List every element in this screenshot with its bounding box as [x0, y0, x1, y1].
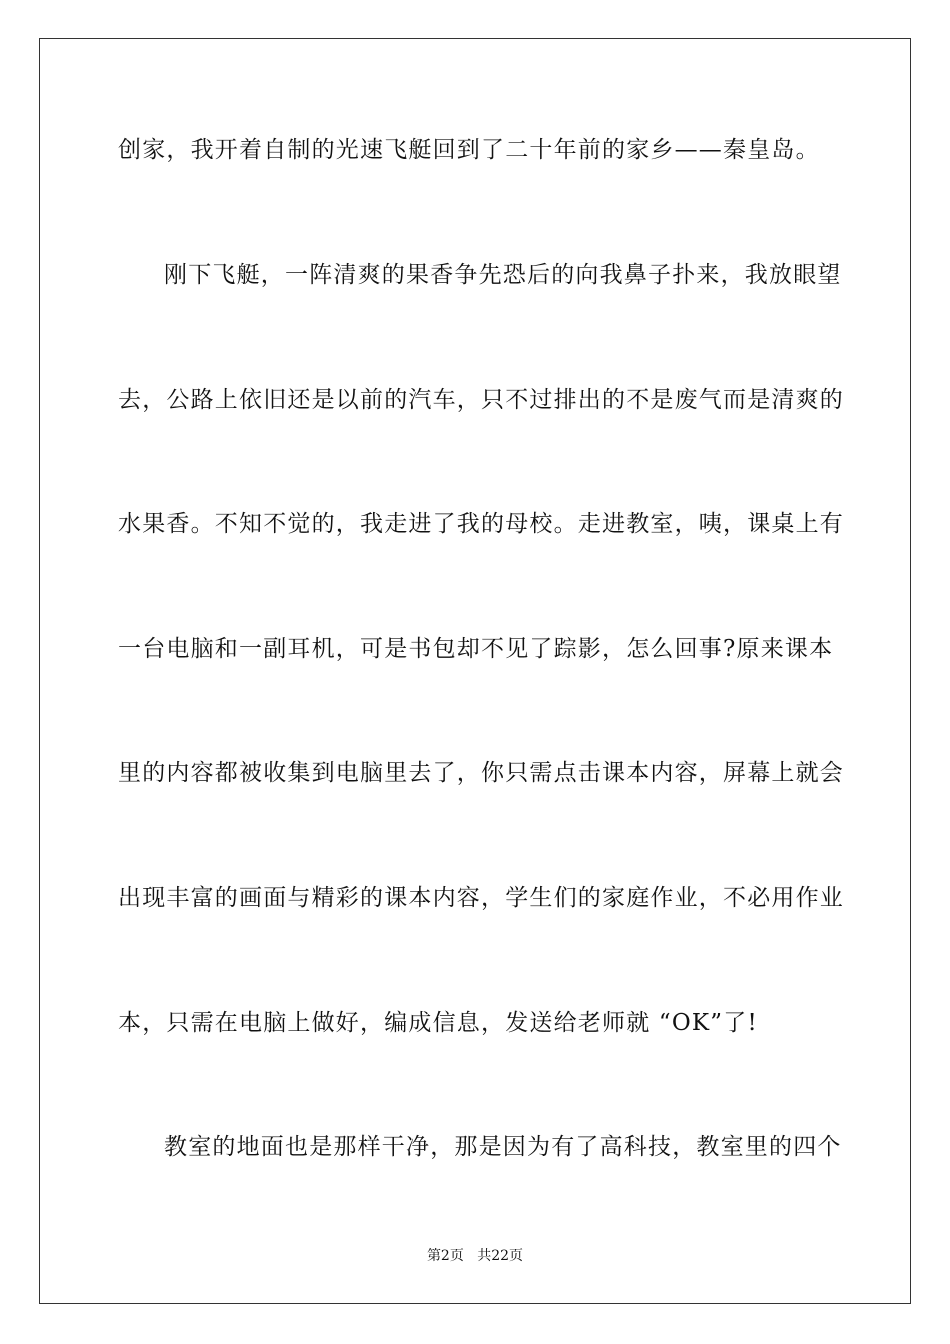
- text-line-7: 出现丰富的画面与精彩的课本内容，学生们的家庭作业，不必用作业: [118, 885, 844, 911]
- text-line-4: 水果香。不知不觉的，我走进了我的母校。走进教室，咦，课桌上有: [118, 511, 844, 537]
- text-line-6: 里的内容都被收集到电脑里去了，你只需点击课本内容，屏幕上就会: [118, 760, 844, 786]
- page-total: 共22页: [477, 1248, 524, 1264]
- page-footer: [0, 1247, 950, 1265]
- page-number: 第2页: [426, 1248, 464, 1264]
- page-frame: [39, 38, 911, 1304]
- text-line-2: 刚下飞艇，一阵清爽的果香争先恐后的向我鼻子扑来，我放眼望: [164, 262, 842, 288]
- text-line-8: 本，只需在电脑上做好，编成信息，发送给老师就 “OK”了!: [118, 1010, 758, 1036]
- text-line-1: 创家，我开着自制的光速飞艇回到了二十年前的家乡——秦皇岛。: [118, 137, 820, 163]
- text-line-9: 教室的地面也是那样干净，那是因为有了高科技，教室里的四个: [164, 1134, 842, 1160]
- text-line-5: 一台电脑和一副耳机，可是书包却不见了踪影，怎么回事?原来课本: [118, 636, 834, 662]
- text-line-3: 去，公路上依旧还是以前的汽车，只不过排出的不是废气而是清爽的: [118, 387, 844, 413]
